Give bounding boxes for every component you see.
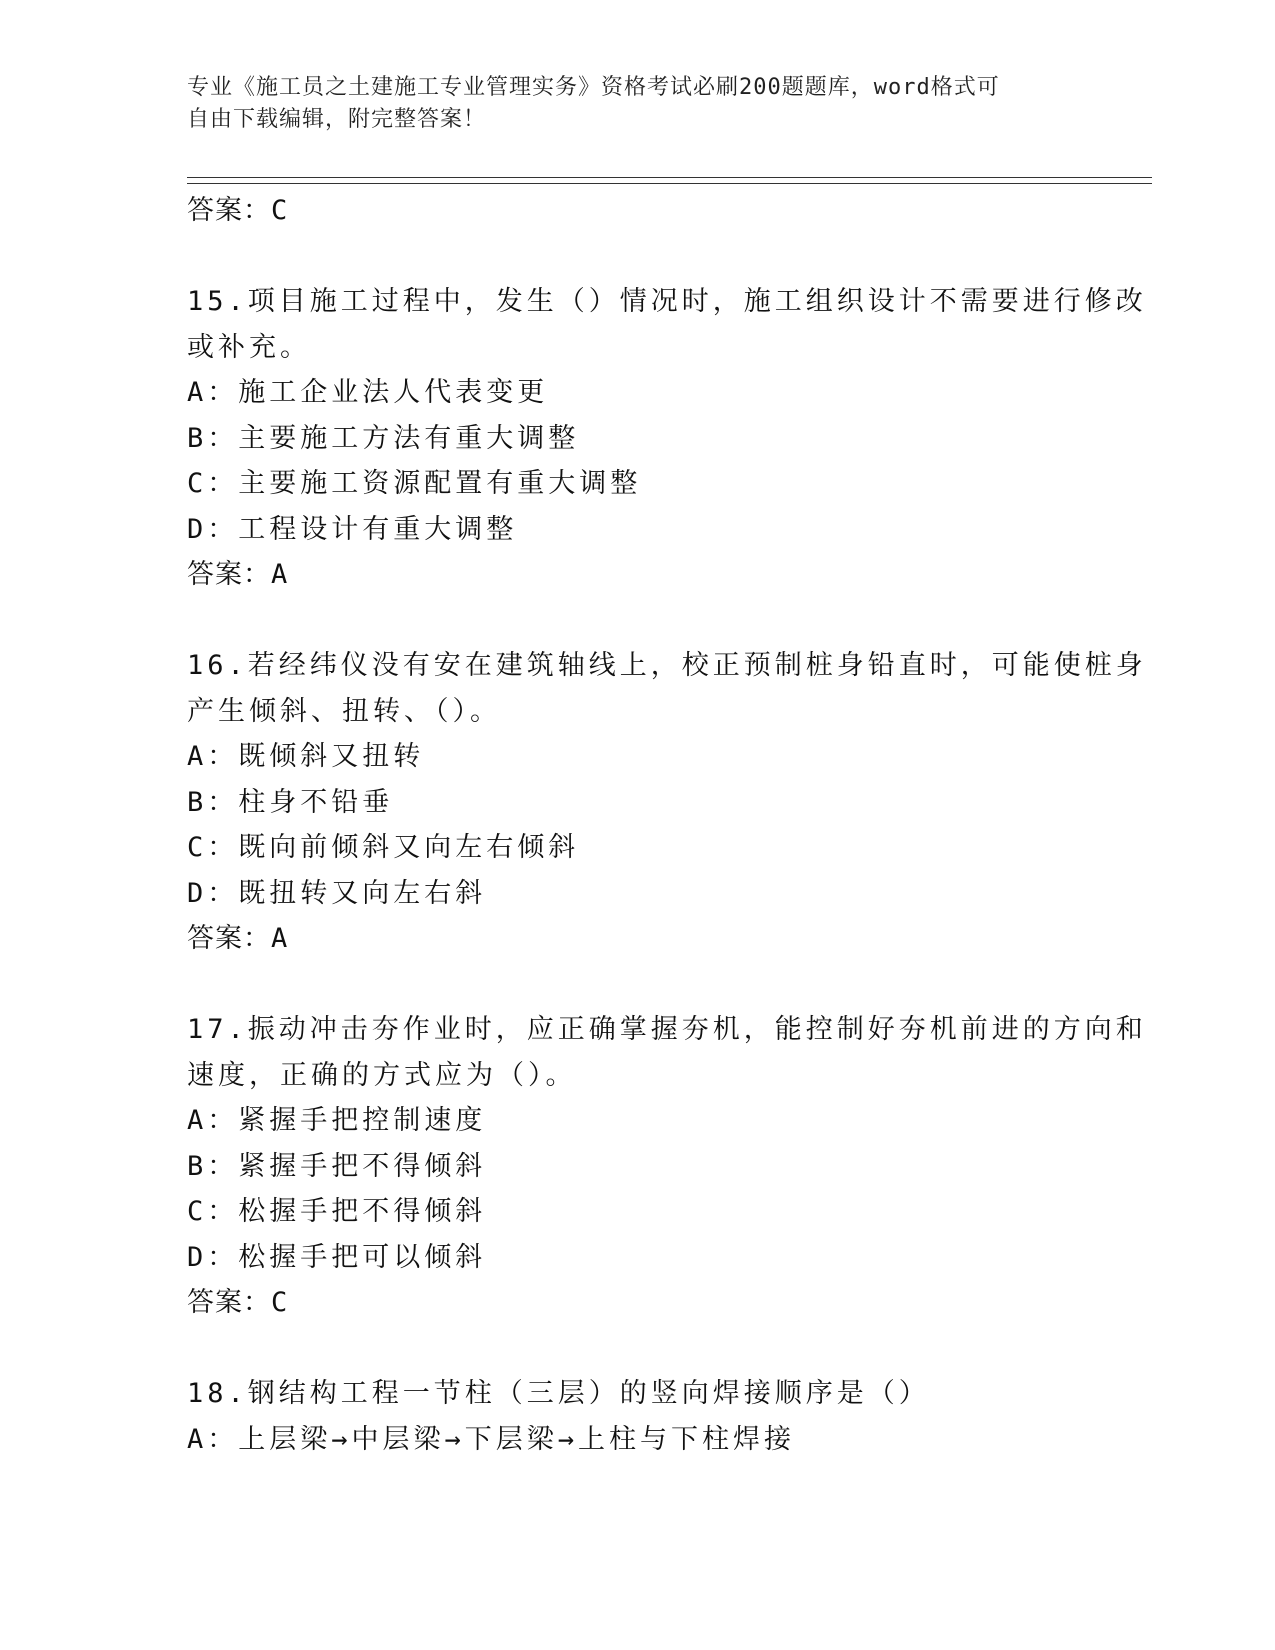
question-stem: 15.项目施工过程中，发生（）情况时，施工组织设计不需要进行修改 bbox=[187, 286, 1147, 317]
header-line-1: 专业《施工员之土建施工专业管理实务》资格考试必刷200题题库，word格式可 bbox=[187, 75, 1000, 100]
option-c: C：主要施工资源配置有重大调整 bbox=[187, 468, 642, 499]
question-stem: 16.若经纬仪没有安在建筑轴线上，校正预制桩身铅直时，可能使桩身 bbox=[187, 650, 1147, 681]
question-stem-cont: 速度，正确的方式应为（）。 bbox=[187, 1059, 577, 1091]
option-d: D：松握手把可以倾斜 bbox=[187, 1241, 487, 1273]
question-stem: 18.钢结构工程一节柱（三层）的竖向焊接顺序是（） bbox=[187, 1378, 930, 1409]
question-17 bbox=[187, 1007, 1147, 1326]
question-18 bbox=[187, 1371, 1087, 1462]
spacer bbox=[187, 234, 1087, 280]
option-c: C：既向前倾斜又向左右倾斜 bbox=[187, 832, 580, 863]
option-a: A：既倾斜又扭转 bbox=[187, 741, 425, 772]
option-a: A：施工企业法人代表变更 bbox=[187, 377, 549, 408]
previous-answer: 答案：C bbox=[187, 195, 289, 226]
spacer bbox=[187, 598, 1087, 644]
document-body bbox=[187, 188, 1147, 1462]
option-b: B：柱身不铅垂 bbox=[187, 786, 394, 818]
spacer bbox=[187, 962, 1087, 1008]
option-d: D：既扭转又向左右斜 bbox=[187, 877, 487, 909]
option-a: A：紧握手把控制速度 bbox=[187, 1105, 487, 1136]
header-divider bbox=[187, 177, 1152, 184]
question-stem: 17.振动冲击夯作业时，应正确掌握夯机，能控制好夯机前进的方向和 bbox=[187, 1014, 1147, 1045]
question-stem-cont: 产生倾斜、扭转、（）。 bbox=[187, 695, 501, 727]
question-16 bbox=[187, 643, 1147, 962]
answer: 答案：A bbox=[187, 923, 289, 954]
answer: 答案：A bbox=[187, 559, 289, 590]
question-stem-cont: 或补充。 bbox=[187, 331, 311, 363]
page-header bbox=[187, 72, 1087, 136]
header-line-2: 自由下载编辑，附完整答案！ bbox=[187, 107, 487, 132]
option-b: B：紧握手把不得倾斜 bbox=[187, 1150, 487, 1182]
question-15 bbox=[187, 279, 1147, 598]
answer: 答案：C bbox=[187, 1287, 289, 1318]
spacer bbox=[187, 1326, 1087, 1372]
option-b: B：主要施工方法有重大调整 bbox=[187, 422, 580, 454]
option-d: D：工程设计有重大调整 bbox=[187, 513, 518, 545]
option-c: C：松握手把不得倾斜 bbox=[187, 1196, 487, 1227]
option-a: A：上层梁→中层梁→下层梁→上柱与下柱焊接 bbox=[187, 1423, 796, 1455]
